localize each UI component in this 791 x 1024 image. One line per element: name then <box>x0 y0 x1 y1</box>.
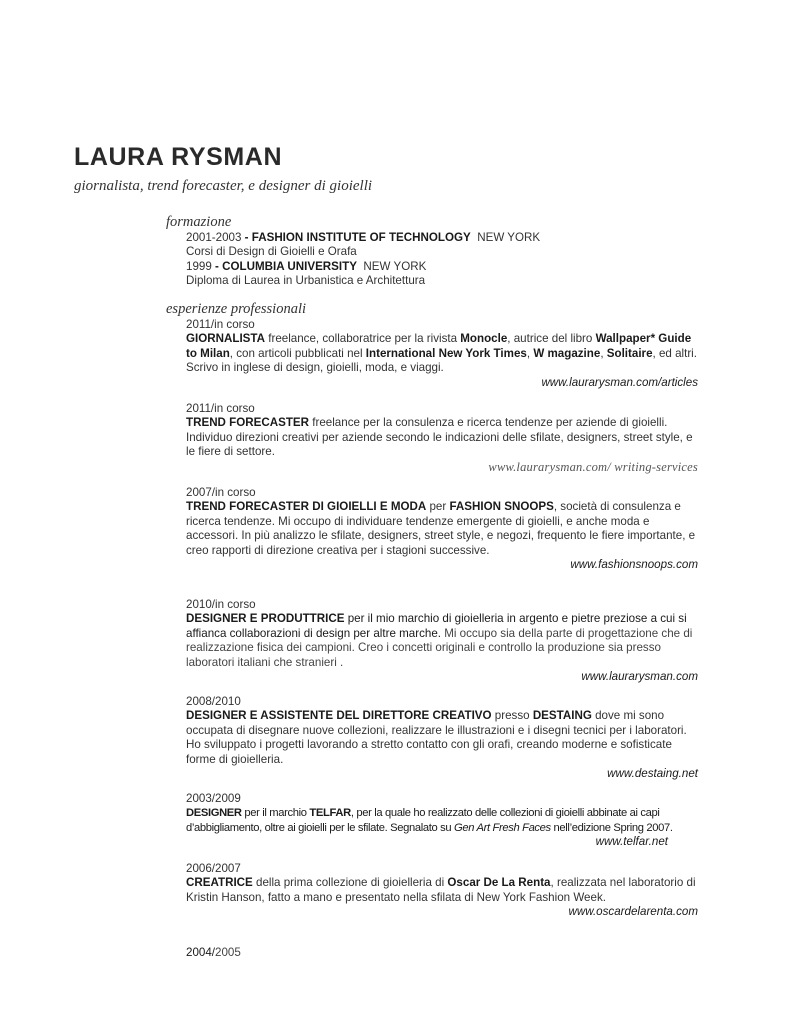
experience-link[interactable]: www.fashionsnoops.com <box>570 558 698 572</box>
desc-text: , società di consulenza e ricerca tendenze. Mi occupo di individuare tendenze emergente di gioielli, e anche moda e accessori. In più analizzo le sfilate, designers, street style, e negozi, frequento le fiere importante, e creo rapporti di direzione creativa per i stagioni successive. <box>186 500 696 557</box>
education-separator: - <box>211 259 223 273</box>
experience-period: 2007/in corso <box>186 486 256 499</box>
role-title: DESIGNER <box>186 807 242 820</box>
experience-description <box>186 332 698 375</box>
desc-text: dove mi sono occupata di disegnare nuove collezioni, realizzare le illustrazioni e i disegni tecnici per i laboratori. Ho sviluppato i progetti lavorando a stretto contatto con gli orafi, creando moderne e sofisticate forme di gioielleria. <box>186 709 687 766</box>
experience-period: 2010/in corso <box>186 598 256 611</box>
role-title: TREND FORECASTER DI GIOIELLI E MODA <box>186 500 427 514</box>
experience-designer-producer <box>186 598 698 684</box>
desc-text: , realizzata nel laboratorio di Kristin Hanson, fatto a mano e presentato nella sfilata di New York Fashion Week. <box>186 876 696 904</box>
publication-name: Gen Art Fresh Faces <box>454 821 551 834</box>
role-title: DESIGNER E ASSISTENTE DEL DIRETTORE CREATIVO <box>186 709 492 723</box>
experience-description <box>186 500 698 558</box>
experience-description <box>186 876 698 905</box>
period-end: 2005 <box>215 946 241 959</box>
experience-description <box>186 416 698 459</box>
experience-link[interactable]: www.destaing.net <box>607 767 698 781</box>
desc-text: per il mio marchio di gioielleria in argento e pietre preziose a cui si affianca collaborazioni di design per altre marche. <box>186 612 687 640</box>
education-city: NEW YORK <box>363 259 427 273</box>
education-city: NEW YORK <box>477 231 541 244</box>
education-school: COLUMBIA UNIVERSITY <box>222 259 357 273</box>
experience-2004 <box>186 946 698 960</box>
experience-trend-forecaster <box>186 402 698 474</box>
desc-text: , <box>600 346 607 360</box>
experience-description <box>186 709 698 767</box>
experience-link[interactable]: www.oscardelarenta.com <box>568 905 698 919</box>
company-name: Oscar De La Renta <box>447 876 551 890</box>
experience-telfar <box>186 792 698 850</box>
desc-text: , autrice del libro <box>507 332 596 346</box>
experience-link[interactable]: www.telfar.net <box>595 835 668 849</box>
page-title: LAURA RYSMAN <box>74 143 283 171</box>
role-title: CREATRICE <box>186 876 253 890</box>
experience-link[interactable]: www.laurarysman.com <box>581 670 698 684</box>
experience-period: 2008/2010 <box>186 695 241 708</box>
page-subtitle: giornalista, trend forecaster, e designer di gioielli <box>74 178 373 194</box>
experience-period: 2003/2009 <box>186 792 241 805</box>
desc-text: , <box>526 346 534 360</box>
book-title: Wallpaper* Guide to Milan <box>186 332 692 360</box>
experience-link[interactable]: www.laurarysman.com/articles <box>541 375 698 389</box>
desc-text: della prima collezione di gioielleria di <box>252 876 448 890</box>
desc-text: , ed altri. Scrivo in inglese di design, gioielli, moda, e viaggi. <box>186 346 697 375</box>
desc-text: per <box>426 500 450 514</box>
experience-destaing <box>186 695 698 781</box>
education-detail: Diploma di Laurea in Urbanistica e Architettura <box>186 274 426 288</box>
experience-period: 2011/in corso <box>186 318 255 331</box>
period-start: 2004/ <box>186 946 216 959</box>
company-name: DESTAING <box>532 709 592 723</box>
desc-text: Mi occupo sia della parte di progettazione che di realizzazione fisica dei campioni. Creo i concetti originali e controllo la produzione sia presso laboratori italiani che stranieri . <box>186 626 693 669</box>
desc-text: per il marchio <box>241 807 310 820</box>
experience-description <box>186 806 698 835</box>
education-years: 1999 <box>186 259 212 273</box>
education-detail: Corsi di Design di Gioielli e Orafa <box>186 245 357 259</box>
publication-name: Solitaire <box>606 346 653 360</box>
section-title-formazione: formazione <box>166 214 232 230</box>
desc-text: presso <box>491 709 533 723</box>
experience-link[interactable]: www.laurarysman.com/ writing-services <box>488 459 698 474</box>
education-separator: - <box>241 231 252 244</box>
desc-text: freelance, collaboratrice per la rivista <box>265 332 461 346</box>
education-school: FASHION INSTITUTE OF TECHNOLOGY <box>251 231 471 244</box>
role-title: TREND FORECASTER <box>186 416 310 430</box>
role-title: GIORNALISTA <box>186 332 266 346</box>
experience-journalist <box>186 318 698 390</box>
education-entry <box>186 231 698 245</box>
education-years: 2001-2003 <box>186 231 242 244</box>
desc-text: , con articoli pubblicati nel <box>229 346 366 360</box>
publication-name: International New York Times <box>365 346 527 360</box>
company-name: TELFAR <box>309 807 351 820</box>
desc-text: , per la quale ho realizzato delle collezioni di gioielli abbinate ai capi d’abbigliamento, oltre ai gioielli per le sfilate. Segnalato su <box>186 807 660 834</box>
experience-fashion-snoops <box>186 486 698 572</box>
publication-name: W magazine <box>533 346 601 360</box>
role-title: DESIGNER E PRODUTTRICE <box>186 612 345 626</box>
experience-oscar-de-la-renta <box>186 862 698 920</box>
desc-text: nell’edizione Spring 2007. <box>550 821 673 834</box>
experience-period: 2011/in corso <box>186 402 255 415</box>
education-entry <box>186 260 698 274</box>
experience-period: 2006/2007 <box>186 862 241 875</box>
publication-name: Monocle <box>460 332 508 346</box>
section-title-esperienze: esperienze professionali <box>166 301 307 317</box>
education-list <box>186 231 698 289</box>
experience-description <box>186 612 698 670</box>
desc-text: freelance per la consulenza e ricerca tendenze per aziende di gioielli. Individuo direzioni creativi per aziende secondo le indicazioni delle sfilate, designers, street style, e le fiere di settore. <box>186 416 693 459</box>
experience-period <box>186 946 698 960</box>
company-name: FASHION SNOOPS <box>449 500 554 514</box>
